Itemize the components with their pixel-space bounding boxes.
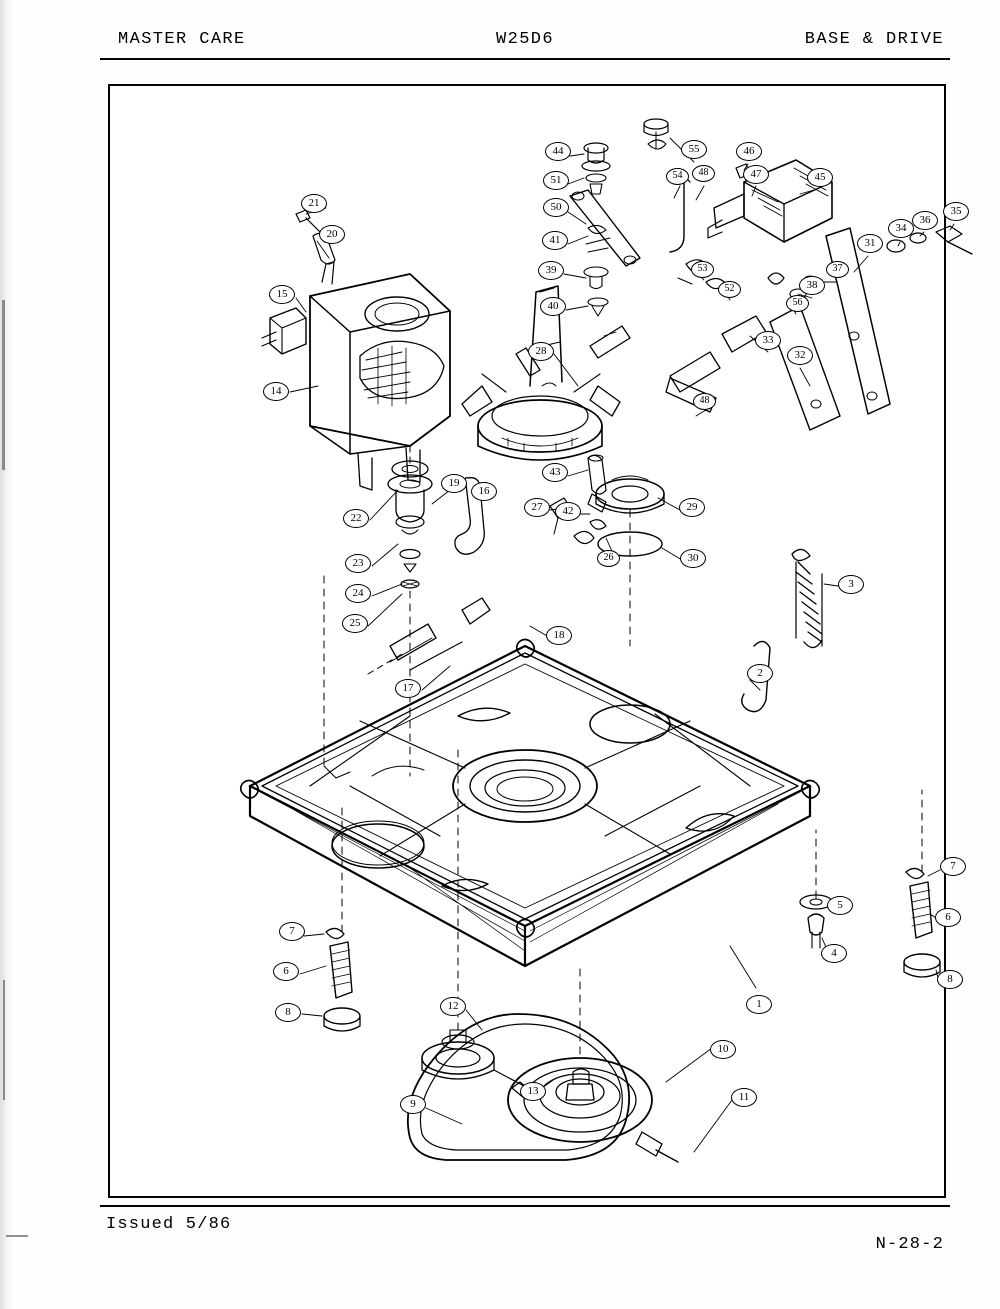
header-divider xyxy=(100,58,950,60)
callout-30: 30 xyxy=(680,549,706,568)
callout-32: 32 xyxy=(787,346,813,365)
callout-45: 45 xyxy=(807,168,833,187)
callout-47: 47 xyxy=(743,165,769,184)
callout-5: 5 xyxy=(827,896,853,915)
callout-43: 43 xyxy=(542,463,568,482)
callout-15: 15 xyxy=(269,285,295,304)
callout-13: 13 xyxy=(520,1082,546,1101)
callout-53: 53 xyxy=(691,261,714,278)
callout-56: 56 xyxy=(786,295,809,312)
callout-3: 3 xyxy=(838,575,864,594)
callout-48-lower: 48 xyxy=(693,393,716,410)
callout-8-left: 8 xyxy=(275,1003,301,1022)
callout-7-left: 7 xyxy=(279,922,305,941)
callout-20: 20 xyxy=(319,225,345,244)
callout-46: 46 xyxy=(736,142,762,161)
page-header xyxy=(100,30,950,66)
callout-40: 40 xyxy=(540,297,566,316)
callout-12: 12 xyxy=(440,997,466,1016)
callout-31: 31 xyxy=(857,234,883,253)
page-code: N-28-2 xyxy=(875,1235,944,1254)
callout-42: 42 xyxy=(555,502,581,521)
header-brand: MASTER CARE xyxy=(118,30,246,49)
callout-22: 22 xyxy=(343,509,369,528)
callout-50: 50 xyxy=(543,198,569,217)
exploded-diagram xyxy=(110,86,944,1196)
callout-11: 11 xyxy=(731,1088,757,1107)
callout-52: 52 xyxy=(718,281,741,298)
issue-date: Issued 5/86 xyxy=(106,1215,232,1234)
diagram-frame xyxy=(108,84,962,1198)
callout-39: 39 xyxy=(538,261,564,280)
callout-2: 2 xyxy=(747,664,773,683)
header-model: W25D6 xyxy=(495,30,555,49)
callout-51: 51 xyxy=(543,171,569,190)
callout-41: 41 xyxy=(542,231,568,250)
callout-7-right: 7 xyxy=(940,857,966,876)
callout-38: 38 xyxy=(799,276,825,295)
callout-37: 37 xyxy=(826,261,849,278)
callout-14: 14 xyxy=(263,382,289,401)
scan-speck xyxy=(6,1235,28,1237)
callout-21: 21 xyxy=(301,194,327,213)
callout-44: 44 xyxy=(545,142,571,161)
callout-23: 23 xyxy=(345,554,371,573)
callout-25: 25 xyxy=(342,614,368,633)
callout-16: 16 xyxy=(471,482,497,501)
callout-34: 34 xyxy=(888,219,914,238)
callout-10: 10 xyxy=(710,1040,736,1059)
callout-33: 33 xyxy=(755,331,781,350)
callout-54: 54 xyxy=(666,168,689,185)
page-footer xyxy=(100,1205,950,1255)
callout-1: 1 xyxy=(746,995,772,1014)
callout-55: 55 xyxy=(681,140,707,159)
footer-divider xyxy=(100,1205,950,1207)
callout-36: 36 xyxy=(912,211,938,230)
header-section-title: BASE & DRIVE xyxy=(804,30,944,49)
scan-speck xyxy=(2,300,5,470)
callout-28: 28 xyxy=(528,342,554,361)
scan-edge-artifact xyxy=(0,0,14,1309)
callout-6-left: 6 xyxy=(273,962,299,981)
scan-speck xyxy=(3,980,5,1100)
callout-4: 4 xyxy=(821,944,847,963)
callout-18: 18 xyxy=(546,626,572,645)
callout-35: 35 xyxy=(943,202,969,221)
callout-6-right: 6 xyxy=(935,908,961,927)
callout-9: 9 xyxy=(400,1095,426,1114)
callout-26: 26 xyxy=(597,550,620,567)
callout-24: 24 xyxy=(345,584,371,603)
callout-29: 29 xyxy=(679,498,705,517)
callout-48-upper: 48 xyxy=(692,165,715,182)
callout-17: 17 xyxy=(395,679,421,698)
callout-27: 27 xyxy=(524,498,550,517)
callout-19: 19 xyxy=(441,474,467,493)
callout-8-right: 8 xyxy=(937,970,963,989)
